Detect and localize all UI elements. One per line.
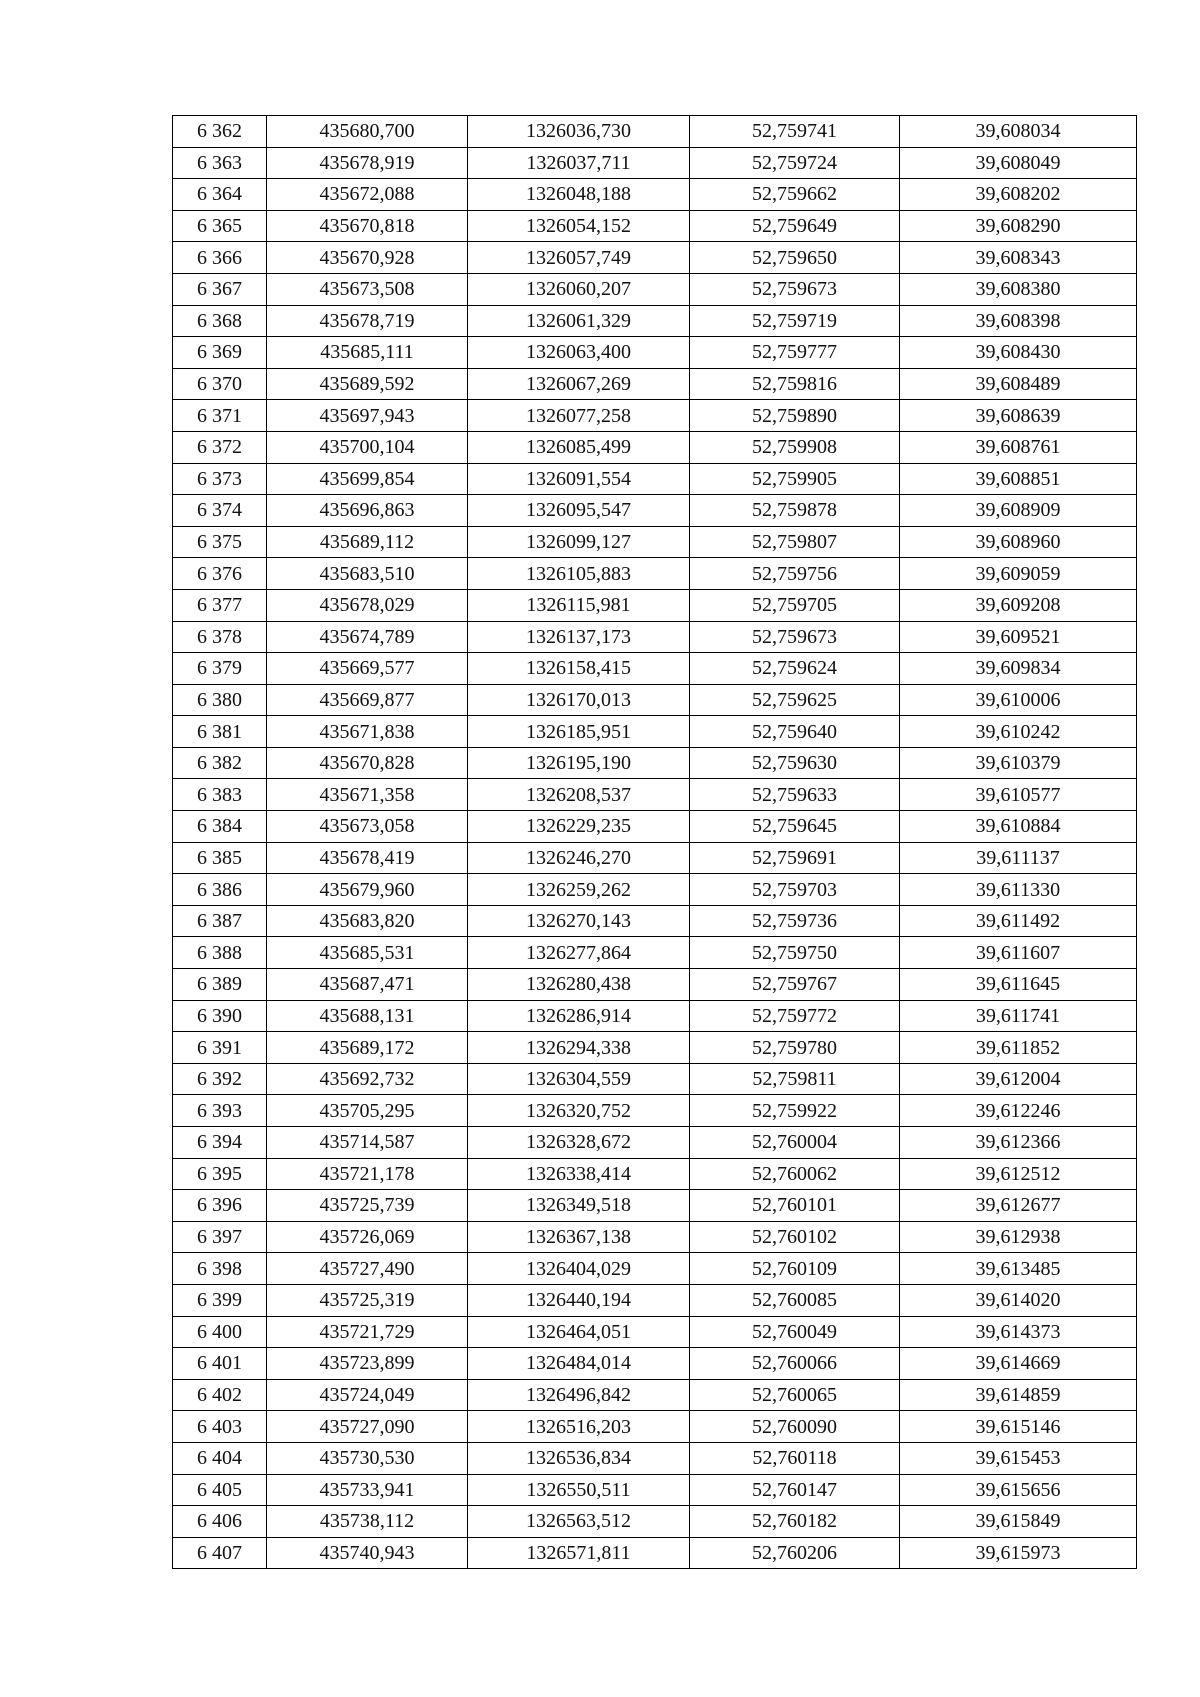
point-number-cell: 6 377 — [173, 589, 267, 621]
point-number-cell: 6 406 — [173, 1506, 267, 1538]
latitude-cell: 52,760090 — [690, 1411, 900, 1443]
point-number-cell: 6 374 — [173, 495, 267, 527]
point-number-cell: 6 370 — [173, 368, 267, 400]
point-number-cell: 6 365 — [173, 210, 267, 242]
table-row — [173, 842, 1137, 874]
longitude-cell: 39,608034 — [900, 116, 1137, 148]
longitude-cell: 39,608290 — [900, 210, 1137, 242]
y-coordinate-cell: 1326195,190 — [468, 747, 690, 779]
latitude-cell: 52,759649 — [690, 210, 900, 242]
table-row — [173, 969, 1137, 1001]
y-coordinate-cell: 1326571,811 — [468, 1537, 690, 1569]
longitude-cell: 39,608960 — [900, 526, 1137, 558]
y-coordinate-cell: 1326048,188 — [468, 179, 690, 211]
x-coordinate-cell: 435725,319 — [267, 1284, 468, 1316]
table-row — [173, 179, 1137, 211]
point-number-cell: 6 389 — [173, 969, 267, 1001]
longitude-cell: 39,610577 — [900, 779, 1137, 811]
x-coordinate-cell: 435738,112 — [267, 1506, 468, 1538]
table-row — [173, 779, 1137, 811]
latitude-cell: 52,759624 — [690, 653, 900, 685]
point-number-cell: 6 363 — [173, 147, 267, 179]
latitude-cell: 52,760004 — [690, 1127, 900, 1159]
point-number-cell: 6 393 — [173, 1095, 267, 1127]
table-row — [173, 1095, 1137, 1127]
y-coordinate-cell: 1326259,262 — [468, 874, 690, 906]
y-coordinate-cell: 1326550,511 — [468, 1474, 690, 1506]
table-row — [173, 210, 1137, 242]
longitude-cell: 39,615146 — [900, 1411, 1137, 1443]
point-number-cell: 6 399 — [173, 1284, 267, 1316]
point-number-cell: 6 388 — [173, 937, 267, 969]
x-coordinate-cell: 435678,919 — [267, 147, 468, 179]
x-coordinate-cell: 435670,928 — [267, 242, 468, 274]
table-row — [173, 495, 1137, 527]
table-row — [173, 526, 1137, 558]
y-coordinate-cell: 1326464,051 — [468, 1316, 690, 1348]
x-coordinate-cell: 435727,490 — [267, 1253, 468, 1285]
latitude-cell: 52,759816 — [690, 368, 900, 400]
latitude-cell: 52,759777 — [690, 337, 900, 369]
table-row — [173, 1379, 1137, 1411]
table-row — [173, 1442, 1137, 1474]
table-row — [173, 242, 1137, 274]
table-row — [173, 431, 1137, 463]
latitude-cell: 52,759807 — [690, 526, 900, 558]
point-number-cell: 6 398 — [173, 1253, 267, 1285]
table-row — [173, 747, 1137, 779]
y-coordinate-cell: 1326328,672 — [468, 1127, 690, 1159]
y-coordinate-cell: 1326320,752 — [468, 1095, 690, 1127]
point-number-cell: 6 394 — [173, 1127, 267, 1159]
x-coordinate-cell: 435689,112 — [267, 526, 468, 558]
coordinates-table — [172, 115, 1137, 1569]
x-coordinate-cell: 435674,789 — [267, 621, 468, 653]
coordinates-table-body — [173, 116, 1137, 1569]
latitude-cell: 52,760182 — [690, 1506, 900, 1538]
longitude-cell: 39,611492 — [900, 905, 1137, 937]
x-coordinate-cell: 435696,863 — [267, 495, 468, 527]
longitude-cell: 39,611645 — [900, 969, 1137, 1001]
table-row — [173, 558, 1137, 590]
y-coordinate-cell: 1326185,951 — [468, 716, 690, 748]
x-coordinate-cell: 435692,732 — [267, 1063, 468, 1095]
longitude-cell: 39,608430 — [900, 337, 1137, 369]
table-row — [173, 684, 1137, 716]
longitude-cell: 39,614373 — [900, 1316, 1137, 1348]
y-coordinate-cell: 1326294,338 — [468, 1032, 690, 1064]
table-row — [173, 589, 1137, 621]
point-number-cell: 6 384 — [173, 811, 267, 843]
longitude-cell: 39,608343 — [900, 242, 1137, 274]
latitude-cell: 52,759640 — [690, 716, 900, 748]
table-row — [173, 716, 1137, 748]
y-coordinate-cell: 1326137,173 — [468, 621, 690, 653]
x-coordinate-cell: 435700,104 — [267, 431, 468, 463]
latitude-cell: 52,759922 — [690, 1095, 900, 1127]
x-coordinate-cell: 435697,943 — [267, 400, 468, 432]
latitude-cell: 52,759890 — [690, 400, 900, 432]
y-coordinate-cell: 1326170,013 — [468, 684, 690, 716]
longitude-cell: 39,613485 — [900, 1253, 1137, 1285]
y-coordinate-cell: 1326077,258 — [468, 400, 690, 432]
x-coordinate-cell: 435679,960 — [267, 874, 468, 906]
x-coordinate-cell: 435685,531 — [267, 937, 468, 969]
latitude-cell: 52,759705 — [690, 589, 900, 621]
latitude-cell: 52,759630 — [690, 747, 900, 779]
longitude-cell: 39,612004 — [900, 1063, 1137, 1095]
x-coordinate-cell: 435724,049 — [267, 1379, 468, 1411]
table-row — [173, 1411, 1137, 1443]
table-row — [173, 937, 1137, 969]
y-coordinate-cell: 1326338,414 — [468, 1158, 690, 1190]
table-row — [173, 1000, 1137, 1032]
x-coordinate-cell: 435680,700 — [267, 116, 468, 148]
y-coordinate-cell: 1326404,029 — [468, 1253, 690, 1285]
y-coordinate-cell: 1326367,138 — [468, 1221, 690, 1253]
latitude-cell: 52,760062 — [690, 1158, 900, 1190]
x-coordinate-cell: 435669,877 — [267, 684, 468, 716]
point-number-cell: 6 405 — [173, 1474, 267, 1506]
y-coordinate-cell: 1326304,559 — [468, 1063, 690, 1095]
longitude-cell: 39,608909 — [900, 495, 1137, 527]
y-coordinate-cell: 1326349,518 — [468, 1190, 690, 1222]
x-coordinate-cell: 435672,088 — [267, 179, 468, 211]
point-number-cell: 6 391 — [173, 1032, 267, 1064]
y-coordinate-cell: 1326563,512 — [468, 1506, 690, 1538]
point-number-cell: 6 386 — [173, 874, 267, 906]
point-number-cell: 6 362 — [173, 116, 267, 148]
latitude-cell: 52,760206 — [690, 1537, 900, 1569]
longitude-cell: 39,608851 — [900, 463, 1137, 495]
latitude-cell: 52,759878 — [690, 495, 900, 527]
x-coordinate-cell: 435678,029 — [267, 589, 468, 621]
latitude-cell: 52,759625 — [690, 684, 900, 716]
point-number-cell: 6 403 — [173, 1411, 267, 1443]
y-coordinate-cell: 1326496,842 — [468, 1379, 690, 1411]
longitude-cell: 39,608761 — [900, 431, 1137, 463]
table-row — [173, 337, 1137, 369]
y-coordinate-cell: 1326085,499 — [468, 431, 690, 463]
x-coordinate-cell: 435685,111 — [267, 337, 468, 369]
point-number-cell: 6 379 — [173, 653, 267, 685]
latitude-cell: 52,760085 — [690, 1284, 900, 1316]
longitude-cell: 39,611137 — [900, 842, 1137, 874]
point-number-cell: 6 407 — [173, 1537, 267, 1569]
table-row — [173, 874, 1137, 906]
longitude-cell: 39,609834 — [900, 653, 1137, 685]
y-coordinate-cell: 1326270,143 — [468, 905, 690, 937]
y-coordinate-cell: 1326277,864 — [468, 937, 690, 969]
x-coordinate-cell: 435726,069 — [267, 1221, 468, 1253]
longitude-cell: 39,614859 — [900, 1379, 1137, 1411]
longitude-cell: 39,611741 — [900, 1000, 1137, 1032]
latitude-cell: 52,760066 — [690, 1348, 900, 1380]
y-coordinate-cell: 1326099,127 — [468, 526, 690, 558]
point-number-cell: 6 401 — [173, 1348, 267, 1380]
x-coordinate-cell: 435733,941 — [267, 1474, 468, 1506]
longitude-cell: 39,609059 — [900, 558, 1137, 590]
point-number-cell: 6 368 — [173, 305, 267, 337]
latitude-cell: 52,759724 — [690, 147, 900, 179]
longitude-cell: 39,610006 — [900, 684, 1137, 716]
point-number-cell: 6 367 — [173, 273, 267, 305]
x-coordinate-cell: 435721,178 — [267, 1158, 468, 1190]
table-row — [173, 1221, 1137, 1253]
point-number-cell: 6 390 — [173, 1000, 267, 1032]
point-number-cell: 6 402 — [173, 1379, 267, 1411]
y-coordinate-cell: 1326536,834 — [468, 1442, 690, 1474]
point-number-cell: 6 396 — [173, 1190, 267, 1222]
latitude-cell: 52,759703 — [690, 874, 900, 906]
y-coordinate-cell: 1326484,014 — [468, 1348, 690, 1380]
table-row — [173, 1537, 1137, 1569]
longitude-cell: 39,611607 — [900, 937, 1137, 969]
x-coordinate-cell: 435687,471 — [267, 969, 468, 1001]
point-number-cell: 6 373 — [173, 463, 267, 495]
table-row — [173, 1190, 1137, 1222]
y-coordinate-cell: 1326061,329 — [468, 305, 690, 337]
longitude-cell: 39,612366 — [900, 1127, 1137, 1159]
table-row — [173, 1158, 1137, 1190]
table-row — [173, 400, 1137, 432]
x-coordinate-cell: 435671,838 — [267, 716, 468, 748]
x-coordinate-cell: 435669,577 — [267, 653, 468, 685]
latitude-cell: 52,759673 — [690, 273, 900, 305]
table-row — [173, 1506, 1137, 1538]
point-number-cell: 6 378 — [173, 621, 267, 653]
y-coordinate-cell: 1326246,270 — [468, 842, 690, 874]
y-coordinate-cell: 1326057,749 — [468, 242, 690, 274]
point-number-cell: 6 364 — [173, 179, 267, 211]
point-number-cell: 6 400 — [173, 1316, 267, 1348]
y-coordinate-cell: 1326054,152 — [468, 210, 690, 242]
latitude-cell: 52,759780 — [690, 1032, 900, 1064]
point-number-cell: 6 383 — [173, 779, 267, 811]
x-coordinate-cell: 435699,854 — [267, 463, 468, 495]
latitude-cell: 52,760109 — [690, 1253, 900, 1285]
table-row — [173, 1063, 1137, 1095]
y-coordinate-cell: 1326063,400 — [468, 337, 690, 369]
longitude-cell: 39,608380 — [900, 273, 1137, 305]
latitude-cell: 52,759662 — [690, 179, 900, 211]
x-coordinate-cell: 435705,295 — [267, 1095, 468, 1127]
latitude-cell: 52,759772 — [690, 1000, 900, 1032]
table-row — [173, 621, 1137, 653]
latitude-cell: 52,760102 — [690, 1221, 900, 1253]
longitude-cell: 39,609521 — [900, 621, 1137, 653]
x-coordinate-cell: 435671,358 — [267, 779, 468, 811]
y-coordinate-cell: 1326208,537 — [468, 779, 690, 811]
x-coordinate-cell: 435670,818 — [267, 210, 468, 242]
longitude-cell: 39,615656 — [900, 1474, 1137, 1506]
point-number-cell: 6 385 — [173, 842, 267, 874]
latitude-cell: 52,759645 — [690, 811, 900, 843]
y-coordinate-cell: 1326286,914 — [468, 1000, 690, 1032]
point-number-cell: 6 372 — [173, 431, 267, 463]
point-number-cell: 6 375 — [173, 526, 267, 558]
x-coordinate-cell: 435714,587 — [267, 1127, 468, 1159]
longitude-cell: 39,615973 — [900, 1537, 1137, 1569]
longitude-cell: 39,614669 — [900, 1348, 1137, 1380]
longitude-cell: 39,608398 — [900, 305, 1137, 337]
y-coordinate-cell: 1326036,730 — [468, 116, 690, 148]
latitude-cell: 52,759756 — [690, 558, 900, 590]
x-coordinate-cell: 435727,090 — [267, 1411, 468, 1443]
table-row — [173, 905, 1137, 937]
point-number-cell: 6 366 — [173, 242, 267, 274]
y-coordinate-cell: 1326060,207 — [468, 273, 690, 305]
y-coordinate-cell: 1326280,438 — [468, 969, 690, 1001]
point-number-cell: 6 369 — [173, 337, 267, 369]
table-row — [173, 147, 1137, 179]
x-coordinate-cell: 435689,592 — [267, 368, 468, 400]
latitude-cell: 52,759750 — [690, 937, 900, 969]
x-coordinate-cell: 435683,510 — [267, 558, 468, 590]
longitude-cell: 39,610379 — [900, 747, 1137, 779]
point-number-cell: 6 387 — [173, 905, 267, 937]
y-coordinate-cell: 1326095,547 — [468, 495, 690, 527]
table-row — [173, 1284, 1137, 1316]
table-row — [173, 811, 1137, 843]
x-coordinate-cell: 435721,729 — [267, 1316, 468, 1348]
longitude-cell: 39,615453 — [900, 1442, 1137, 1474]
x-coordinate-cell: 435670,828 — [267, 747, 468, 779]
table-row — [173, 116, 1137, 148]
table-row — [173, 368, 1137, 400]
x-coordinate-cell: 435689,172 — [267, 1032, 468, 1064]
y-coordinate-cell: 1326067,269 — [468, 368, 690, 400]
latitude-cell: 52,759719 — [690, 305, 900, 337]
x-coordinate-cell: 435725,739 — [267, 1190, 468, 1222]
table-row — [173, 1253, 1137, 1285]
table-row — [173, 273, 1137, 305]
latitude-cell: 52,760147 — [690, 1474, 900, 1506]
x-coordinate-cell: 435678,719 — [267, 305, 468, 337]
latitude-cell: 52,759811 — [690, 1063, 900, 1095]
y-coordinate-cell: 1326440,194 — [468, 1284, 690, 1316]
longitude-cell: 39,608049 — [900, 147, 1137, 179]
y-coordinate-cell: 1326105,883 — [468, 558, 690, 590]
table-row — [173, 1127, 1137, 1159]
longitude-cell: 39,614020 — [900, 1284, 1137, 1316]
latitude-cell: 52,760101 — [690, 1190, 900, 1222]
point-number-cell: 6 371 — [173, 400, 267, 432]
point-number-cell: 6 376 — [173, 558, 267, 590]
longitude-cell: 39,610242 — [900, 716, 1137, 748]
y-coordinate-cell: 1326516,203 — [468, 1411, 690, 1443]
table-row — [173, 1032, 1137, 1064]
longitude-cell: 39,612677 — [900, 1190, 1137, 1222]
x-coordinate-cell: 435740,943 — [267, 1537, 468, 1569]
longitude-cell: 39,610884 — [900, 811, 1137, 843]
point-number-cell: 6 382 — [173, 747, 267, 779]
x-coordinate-cell: 435688,131 — [267, 1000, 468, 1032]
point-number-cell: 6 397 — [173, 1221, 267, 1253]
point-number-cell: 6 392 — [173, 1063, 267, 1095]
longitude-cell: 39,608202 — [900, 179, 1137, 211]
longitude-cell: 39,612246 — [900, 1095, 1137, 1127]
table-row — [173, 1316, 1137, 1348]
latitude-cell: 52,760049 — [690, 1316, 900, 1348]
table-row — [173, 463, 1137, 495]
longitude-cell: 39,611852 — [900, 1032, 1137, 1064]
point-number-cell: 6 381 — [173, 716, 267, 748]
latitude-cell: 52,759908 — [690, 431, 900, 463]
x-coordinate-cell: 435730,530 — [267, 1442, 468, 1474]
longitude-cell: 39,608639 — [900, 400, 1137, 432]
x-coordinate-cell: 435723,899 — [267, 1348, 468, 1380]
point-number-cell: 6 380 — [173, 684, 267, 716]
table-row — [173, 305, 1137, 337]
latitude-cell: 52,760118 — [690, 1442, 900, 1474]
y-coordinate-cell: 1326091,554 — [468, 463, 690, 495]
table-row — [173, 1474, 1137, 1506]
longitude-cell: 39,608489 — [900, 368, 1137, 400]
longitude-cell: 39,609208 — [900, 589, 1137, 621]
latitude-cell: 52,759905 — [690, 463, 900, 495]
y-coordinate-cell: 1326037,711 — [468, 147, 690, 179]
x-coordinate-cell: 435673,508 — [267, 273, 468, 305]
latitude-cell: 52,759691 — [690, 842, 900, 874]
x-coordinate-cell: 435683,820 — [267, 905, 468, 937]
latitude-cell: 52,759741 — [690, 116, 900, 148]
longitude-cell: 39,612938 — [900, 1221, 1137, 1253]
y-coordinate-cell: 1326229,235 — [468, 811, 690, 843]
longitude-cell: 39,611330 — [900, 874, 1137, 906]
table-row — [173, 1348, 1137, 1380]
y-coordinate-cell: 1326115,981 — [468, 589, 690, 621]
latitude-cell: 52,759736 — [690, 905, 900, 937]
x-coordinate-cell: 435678,419 — [267, 842, 468, 874]
latitude-cell: 52,760065 — [690, 1379, 900, 1411]
x-coordinate-cell: 435673,058 — [267, 811, 468, 843]
latitude-cell: 52,759650 — [690, 242, 900, 274]
point-number-cell: 6 395 — [173, 1158, 267, 1190]
point-number-cell: 6 404 — [173, 1442, 267, 1474]
longitude-cell: 39,612512 — [900, 1158, 1137, 1190]
y-coordinate-cell: 1326158,415 — [468, 653, 690, 685]
table-row — [173, 653, 1137, 685]
latitude-cell: 52,759767 — [690, 969, 900, 1001]
latitude-cell: 52,759673 — [690, 621, 900, 653]
longitude-cell: 39,615849 — [900, 1506, 1137, 1538]
latitude-cell: 52,759633 — [690, 779, 900, 811]
